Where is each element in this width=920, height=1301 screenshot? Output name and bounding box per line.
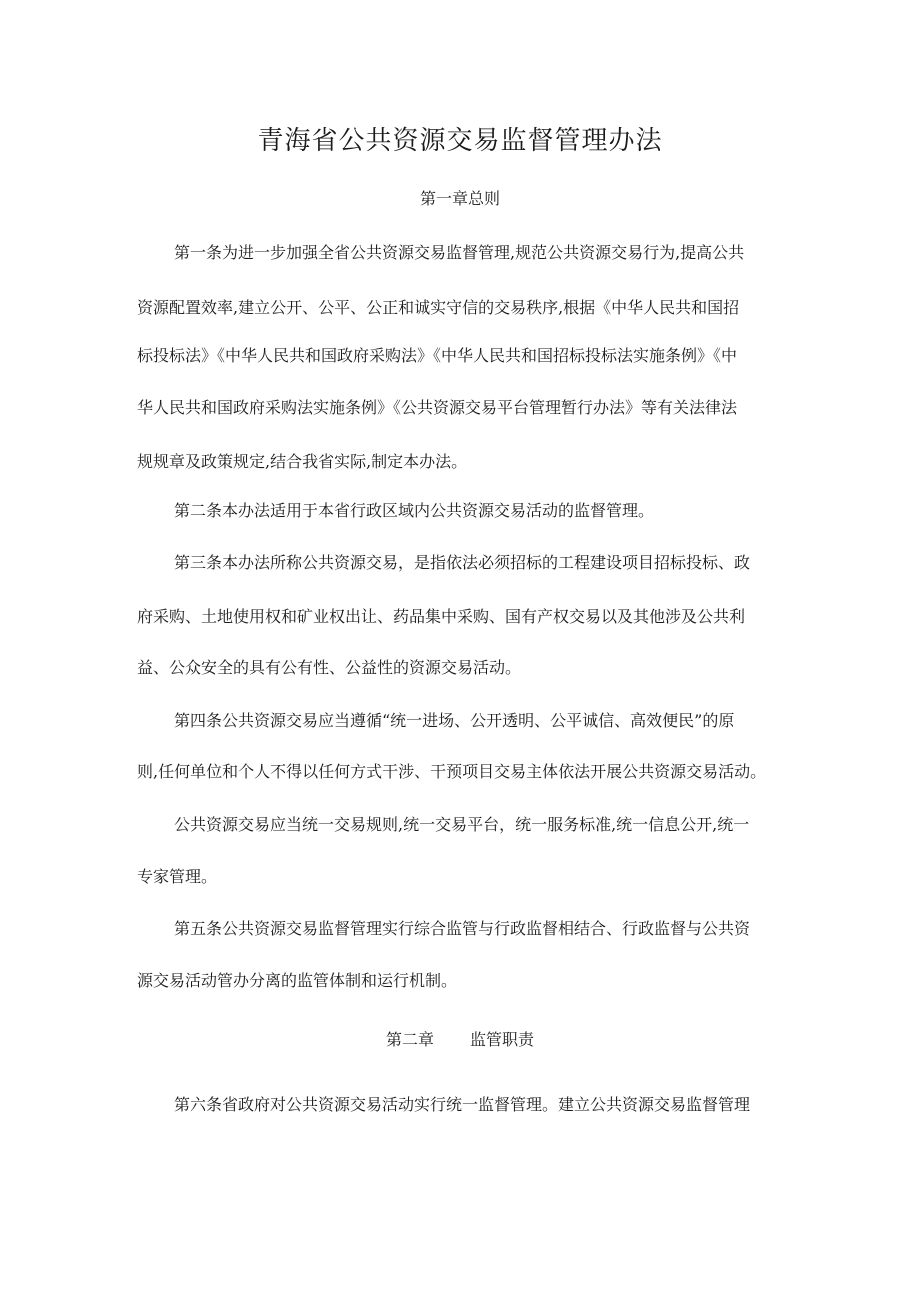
article-4-line: 则,任何单位和个人不得以任何方式干涉、干预项目交易主体依法开展公共资源交易活动。: [137, 762, 767, 781]
article-5-line: 第五条公共资源交易监督管理实行综合监管与行政监督相结合、行政监督与公共资: [174, 919, 751, 938]
article-1-line: 标投标法》《中华人民共和国政府采购法》《中华人民共和国招标投标法实施条例》《中: [137, 346, 738, 365]
chapter-2-number: 第二章: [385, 1030, 434, 1049]
document-title: 青海省公共资源交易监督管理办法: [257, 126, 663, 156]
chapter-2-name: 监管职责: [470, 1030, 535, 1049]
article-5-line: 源交易活动管办分离的监管体制和运行机制。: [137, 971, 458, 990]
chapter-1-heading: 第一章总则: [419, 189, 500, 208]
article-1-line: 第一条为进一步加强全省公共资源交易监督管理,规范公共资源交易行为,提高公共: [174, 243, 745, 262]
article-2-line: 第二条本办法适用于本省行政区域内公共资源交易活动的监督管理。: [174, 501, 655, 520]
article-4-line: 第四条公共资源交易应当遵循“统一进场、公开透明、公平诚信、高效便民”的原: [174, 711, 735, 730]
article-1-line: 华人民共和国政府采购法实施条例》《公共资源交易平台管理暂行办法》等有关法律法: [137, 398, 738, 417]
article-1-line: 资源配置效率,建立公开、公平、公正和诚实守信的交易秩序,根据《中华人民共和国招: [137, 298, 740, 317]
article-3-line: 益、公众安全的具有公有性、公益性的资源交易活动。: [137, 658, 522, 677]
article-6-line: 第六条省政府对公共资源交易活动实行统一监督管理。建立公共资源交易监督管理: [174, 1095, 751, 1114]
article-1-line: 规规章及政策规定,结合我省实际,制定本办法。: [137, 452, 468, 471]
article-4-paragraph-2-line: 专家管理。: [137, 867, 218, 886]
chapter-2-heading: [0, 1027, 920, 1050]
article-3-line: 第三条本办法所称公共资源交易，是指依法必须招标的工程建设项目招标投标、政: [174, 553, 751, 572]
article-3-line: 府采购、土地使用权和矿业权出让、药品集中采购、国有产权交易以及其他涉及公共利: [137, 607, 746, 626]
article-4-paragraph-2-line: 公共资源交易应当统一交易规则,统一交易平台，统一服务标准,统一信息公开,统一: [174, 815, 750, 834]
